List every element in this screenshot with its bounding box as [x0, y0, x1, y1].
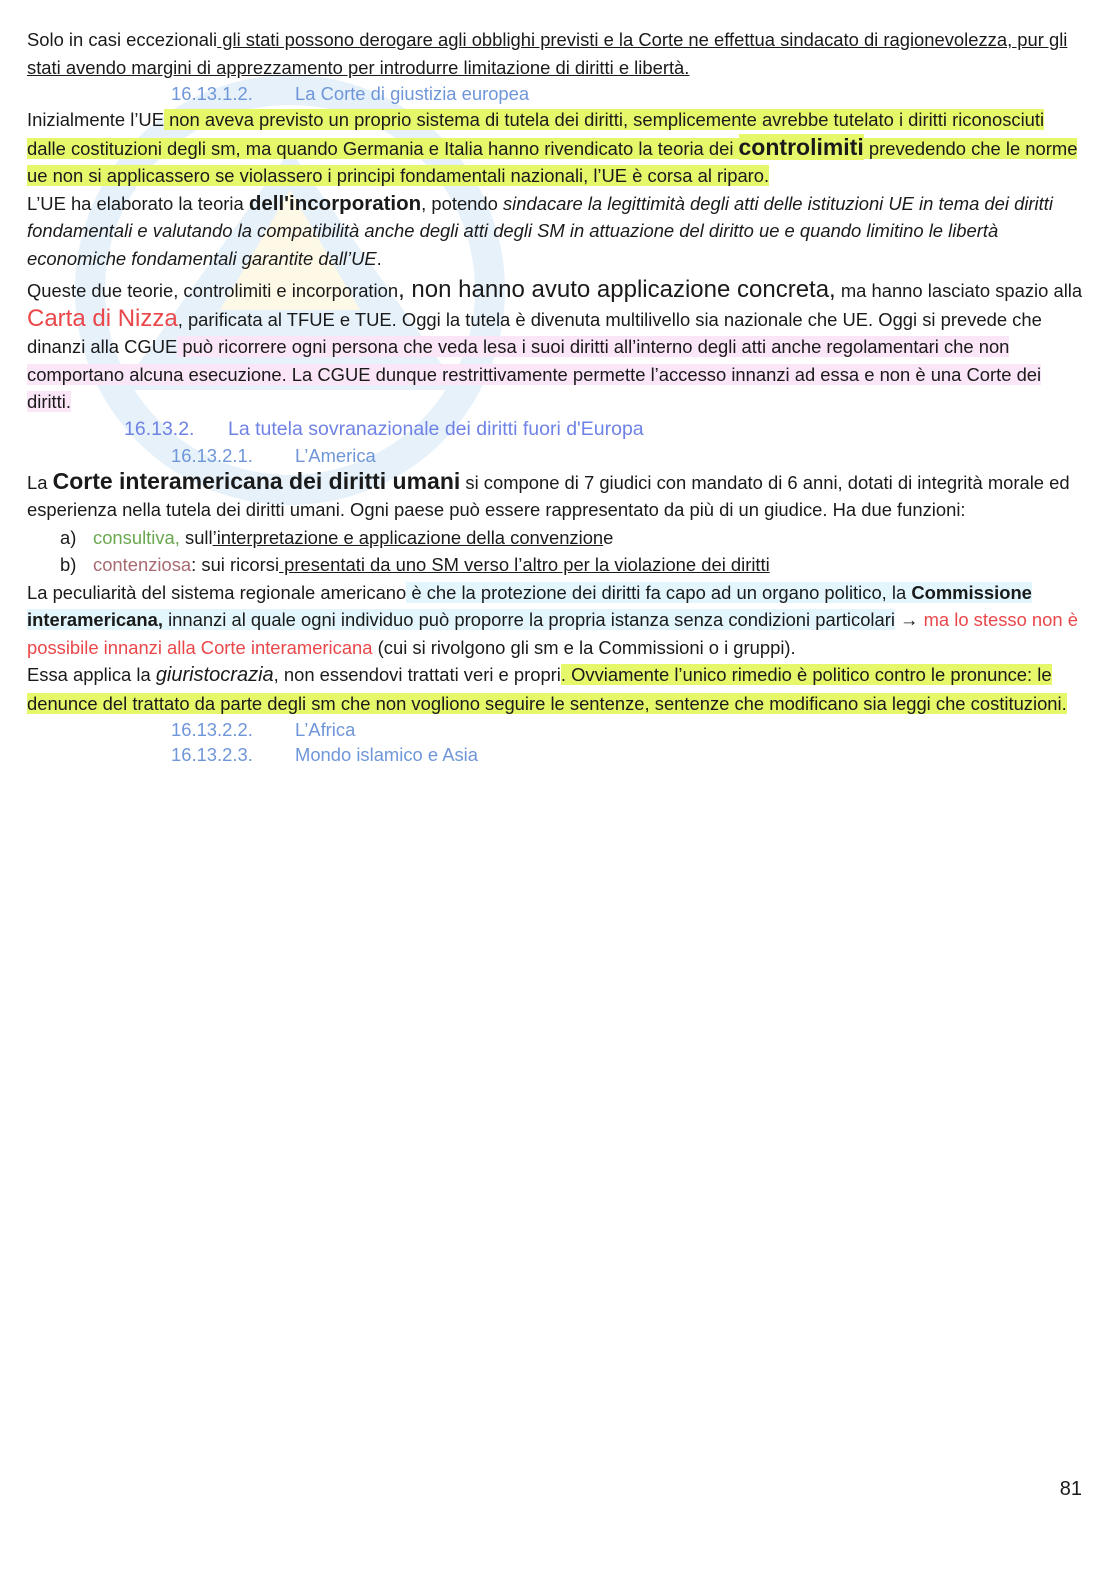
page-number: 81 — [1059, 1478, 1082, 1500]
paragraph-corte-interamericana — [27, 468, 1087, 524]
heading-mondo-islamico — [27, 742, 1087, 767]
heading-africa — [27, 717, 1087, 742]
keyword-corte-interamericana: Corte interamericana dei diritti umani — [52, 467, 461, 494]
heading-number: 16.13.1.2. — [171, 83, 253, 104]
paragraph-inizialmente — [27, 106, 1087, 190]
heading-number: 16.13.2.2. — [171, 719, 253, 740]
list-marker: b) — [60, 554, 77, 575]
list-item-consultiva — [27, 524, 1087, 552]
paragraph-teorie — [27, 276, 1087, 416]
text-run: Queste due teorie, controlimiti e incorporation — [27, 280, 399, 301]
text-run: , non essendovi trattati veri e propri — [273, 664, 561, 685]
red-text: ma lo stesso non è possibile innanzi alla Corte interamericana — [27, 609, 1078, 658]
text-run: si compone di 7 giudici con mandato di 6 anni, dotati di integrità morale ed esperienza nella tutela dei diritti umani. Ogni paese può essere rappresentato da più di un giudice. Ha due funzioni: — [27, 471, 1070, 520]
highlighted-text: innanzi al quale ogni individuo può proporre la propria istanza senza condizioni particolari — [162, 609, 895, 630]
list-marker: a) — [60, 526, 77, 548]
text-run: ma hanno lasciato spazio alla — [835, 280, 1083, 301]
paragraph-giuristocrazia — [27, 661, 1087, 717]
heading-number: 16.13.2.3. — [171, 744, 253, 765]
text-run: . — [376, 247, 382, 269]
heading-title: Mondo islamico e Asia — [295, 744, 478, 765]
underlined-text: presentati da uno SM verso l’altro per la violazione dei diritti — [279, 554, 770, 575]
text-run: (cui si rivolgono gli sm e la Commissioni o i gruppi). — [372, 636, 796, 658]
underlined-text: gli stati possono derogare agli obblighi previsti e la Corte ne effettua sindacato di ragionevolezza, pur gli stati avendo margini di apprezzamento per introdurre limitazione di diritti e libertà. — [27, 29, 1068, 78]
heading-title: L’America — [295, 444, 376, 466]
highlighted-text: può ricorrere ogni persona che veda lesa i suoi diritti all’interno degli atti anche regolamentari che non comportano alcuna esecuzione. La CGUE dunque restrittivamente permette l’accesso innanzi ad essa e non è una Corte dei diritti. — [27, 336, 1042, 412]
text-run: La — [27, 471, 53, 493]
paragraph-deroghe — [27, 26, 1087, 81]
heading-tutela-sovranazionale — [27, 416, 1087, 443]
italic-text: sindacare la legittimità degli atti delle istituzioni UE in tema dei diritti fondamentali e valutando la compatibilità anche degli atti degli SM in attuazione del diritto ue e quando limitino le libertà economiche fondamentali garantite dall’UE — [27, 192, 1053, 269]
heading-america — [27, 443, 1087, 468]
highlighted-text: prevedendo che le norme ue non si applicassero se violassero i principi fondamentali nazionali, l’UE è corsa al riparo. — [27, 137, 1078, 186]
text-run: e — [603, 526, 614, 548]
paragraph-incorporation — [27, 190, 1087, 273]
text-run: L’UE ha elaborato la teoria — [27, 192, 249, 214]
keyword-giuristocrazia: giuristocrazia — [155, 664, 274, 686]
text-run: Inizialmente l’UE — [27, 109, 164, 130]
keyword-incorporation: dell'incorporation — [248, 191, 422, 215]
heading-number: 16.13.2. — [124, 417, 195, 440]
text-run: Essa applica la — [27, 664, 156, 685]
emphasis-text: , non hanno avuto applicazione concreta, — [398, 276, 836, 303]
keyword-contenziosa: contenziosa — [93, 554, 192, 575]
highlighted-text: . Ovviamente l’unico rimedio è politico contro le pronunce: le denunce del trattato da parte degli sm che non vogliono seguire le sentenze, sentenze che modificano sia leggi che costituzioni. — [27, 664, 1067, 714]
document-body — [27, 26, 1087, 767]
text-run: : sui ricorsi — [191, 554, 280, 575]
heading-corte-giustizia — [27, 81, 1087, 106]
list-item-contenziosa — [27, 551, 1087, 579]
heading-title: La Corte di giustizia europea — [295, 83, 530, 104]
text-run: , potendo — [421, 192, 503, 214]
text-run: Solo in casi eccezionali — [27, 29, 218, 50]
highlighted-text: non aveva previsto un proprio sistema di tutela dei diritti, semplicemente avrebbe tutelato i diritti riconosciuti dalle costituzioni degli sm, ma quando Germania e Italia hanno rivendicato la teoria dei — [27, 109, 1045, 159]
heading-title: La tutela sovranazionale dei diritti fuori d'Europa — [228, 417, 644, 440]
text-run: sull — [179, 526, 213, 548]
keyword-controlimiti: controlimiti — [738, 133, 864, 160]
text-run: La peculiarità del sistema regionale americano — [27, 581, 407, 603]
arrow-text: → — [894, 609, 924, 630]
heading-title: L’Africa — [295, 719, 356, 740]
underlined-text: ’interpretazione e applicazione della convenzion — [212, 526, 604, 548]
highlighted-text: è che la protezione dei diritti fa capo ad un organo politico, la — [406, 581, 912, 603]
text-run: , parificata al TFUE e TUE. Oggi la tutela è divenuta multilivello sia nazionale che UE. Oggi si prevede che dinanzi alla CGUE — [27, 308, 1042, 357]
keyword-consultiva: consultiva, — [93, 526, 180, 548]
keyword-commissione: Commissione interamericana, — [27, 581, 1032, 630]
heading-number: 16.13.2.1. — [171, 444, 253, 466]
paragraph-peculiarita — [27, 579, 1087, 662]
keyword-carta-nizza: Carta di Nizza — [27, 304, 178, 332]
